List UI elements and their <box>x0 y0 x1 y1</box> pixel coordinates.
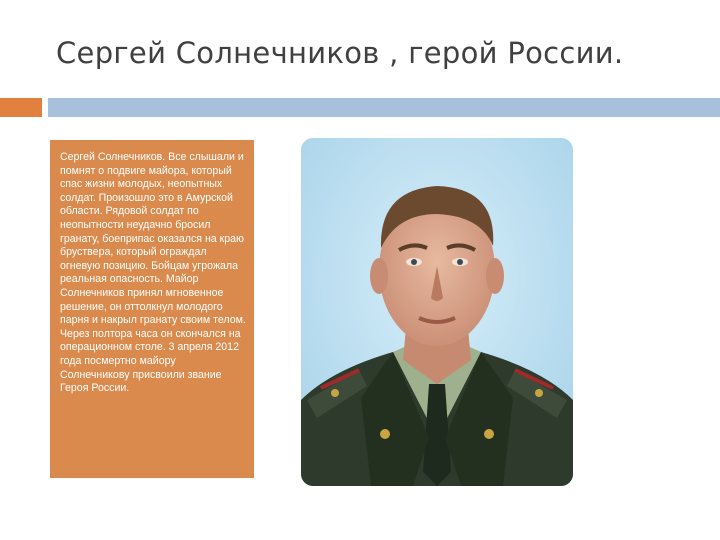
text-box <box>50 140 254 478</box>
accent-bar-orange <box>0 98 42 117</box>
slide-title: Сергей Солнечников , герой России. <box>56 36 624 70</box>
portrait-photo-icon <box>301 138 573 486</box>
portrait-photo <box>301 138 573 486</box>
accent-bar-blue <box>48 98 720 117</box>
body-text: Сергей Солнечников. Все слышали и помнят о подвиге майора, который спас жизни молодых, неопытных солдат. Произошло это в Амурской области. Рядовой солдат по неопытности неудачно бросил гранату, боеприпас оказался на краю бруствера, который ограждал огневую позицию. Бойцам угрожала реальная опасность. Майор Солнечников принял мгновенное решение, он оттолкнул молодого парня и накрыл гранату своим телом. Через полтора часа он скончался на операционном столе. 3 апреля 2012 года посмертно майору Солнечникову присвоили звание Героя России. <box>60 151 246 395</box>
